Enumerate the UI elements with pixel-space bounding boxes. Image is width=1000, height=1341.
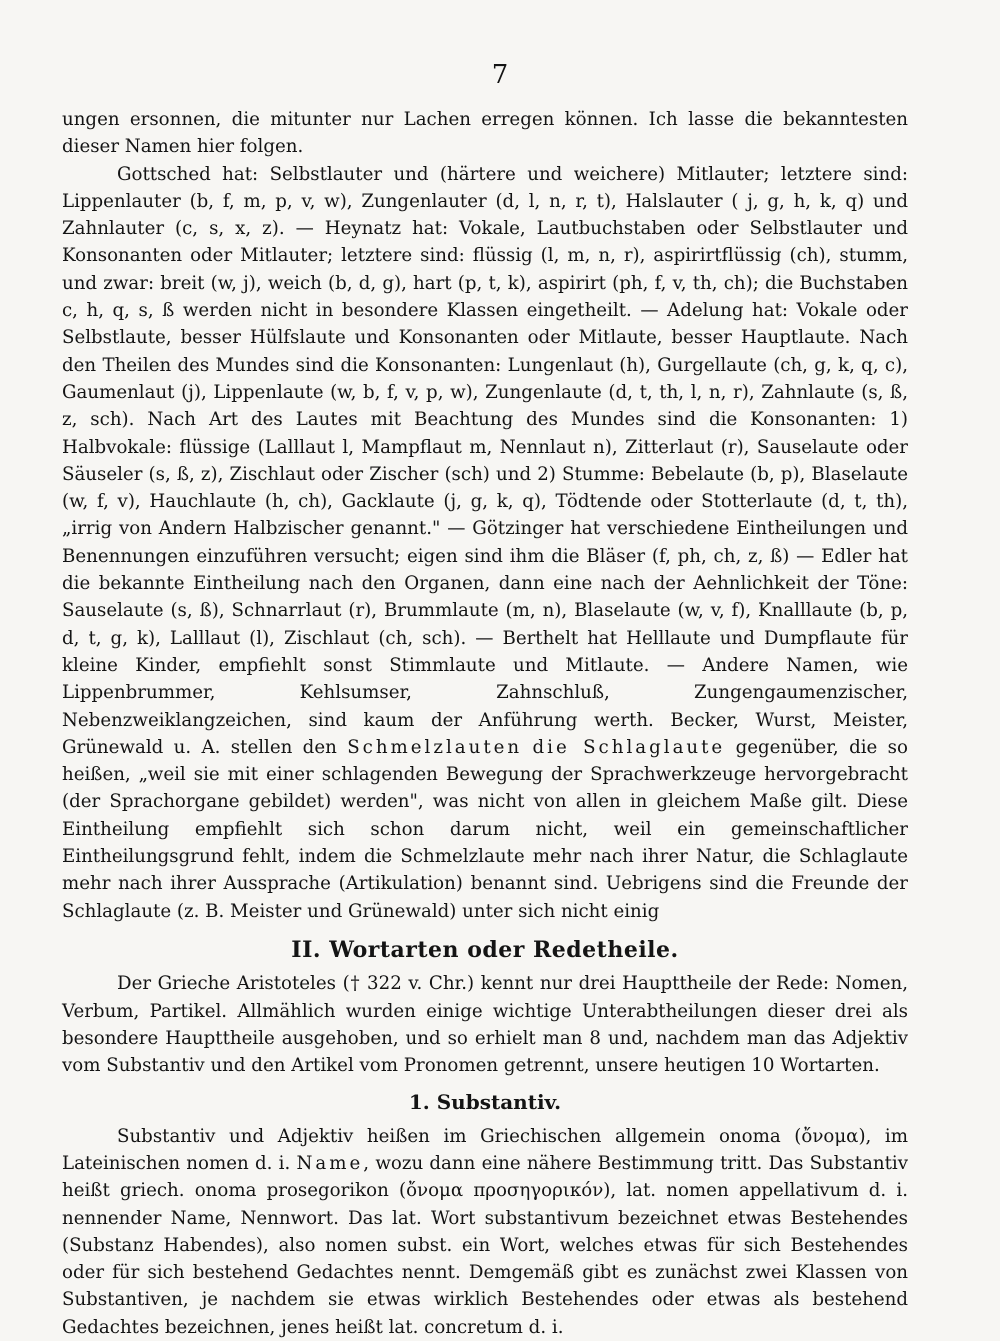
paragraph-text-end: gegenüber, die so heißen, „weil sie mit einer schlagenden Bewegung der Sprachwerkzeuge hervorgebracht (der Sprachorgane gebildet) werden", was nicht von allen in gleichem Maße gilt. Diese Eintheilung empfiehlt sich schon darum nicht, weil ein gemeinschaftlicher Eintheilungsgrund fehlt, indem die Schmelzlaute mehr nach ihrer Natur, die Schlaglaute mehr nach ihrer Aussprache (Artikulation) benannt sind. Uebrigens sind die Freunde der Schlaglaute (z. B. Meister und Grünewald) unter sich nicht einig xyxy=(62,736,908,922)
paragraph-parts-of-speech: Der Grieche Aristoteles († 322 v. Chr.) kennt nur drei Haupttheile der Rede: Nomen, Verbum, Partikel. Allmählich wurden einige wichtige Unterabtheilungen dieser drei als besondere Haupttheile ausgehoben, und so erhielt man 8 und, nachdem man das Adjektiv vom Substantiv und den Artikel vom Pronomen getrennt, unsere heutigen 10 Wortarten. xyxy=(62,973,908,1077)
emphasis-schmelzlauten: Schmelzlauten xyxy=(347,736,523,758)
substantiv-text-a: Substantiv und Adjektiv heißen im Griechischen allgemein onoma (ὄνομα), im Lateinischen nomen d. i. xyxy=(62,1125,908,1174)
page-number: 7 xyxy=(491,60,509,90)
substantiv-text-b: , wozu dann eine nähere Bestimmung tritt. Das Substantiv heißt griech. onoma prosegorikon (ὄνομα προσηγορικόν), lat. nomen appellativum d. i. nennender Name, Nennwort. Das lat. Wort substantivum bezeichnet etwas Bestehendes (Substanz Habendes), also nomen subst. ein Wort, welches etwas für sich Bestehendes oder für sich bestehend Gedachtes nennt. Demgemäß gibt es zunächst zwei Klassen von Substantiven, je nachdem sie etwas wirklich Bestehendes oder etwas als bestehend Gedachtes bezeichnen, jenes heißt lat. concretum d. i. xyxy=(62,1152,908,1338)
paragraph-substantiv xyxy=(62,1123,908,1341)
emphasis-name: Name xyxy=(296,1152,364,1174)
page-body xyxy=(62,106,908,1341)
paragraph-consonant-classes xyxy=(62,161,908,925)
section-heading: II. Wortarten oder Redetheile. xyxy=(291,936,679,963)
subsection-heading: 1. Substantiv. xyxy=(408,1090,562,1115)
emphasis-schlaglaute: die Schlaglaute xyxy=(532,736,726,758)
paragraph-continuation: ungen ersonnen, die mitunter nur Lachen erregen können. Ich lasse die bekanntesten dieser Namen hier folgen. xyxy=(62,109,908,158)
paragraph-text: Gottsched hat: Selbstlauter und (härtere und weichere) Mitlauter; letztere sind: Lippenlauter (b, f, m, p, v, w), Zungenlauter (d, l, n, r, t), Halslauter ( j, g, h, k, q) und Zahnlauter (c, s, x, z). — Heynatz hat: Vokale, Lautbuchstaben oder Selbstlauter und Konsonanten oder Mitlauter; letztere sind: flüssig (l, m, n, r), aspirirtflüssig (ch), stumm, und zwar: breit (w, j), weich (b, d, g), hart (p, t, k), aspirirt (ph, f, v, th, ch); die Buchstaben c, h, q, s, ß werden nicht in besondere Klassen eingetheilt. — Adelung hat: Vokale oder Selbstlaute, besser Hülfslaute und Konsonanten oder Mitlaute, besser Hauptlaute. Nach den Theilen des Mundes sind die Konsonanten: Lungenlaut (h), Gurgellaute (ch, g, k, q, c), Gaumenlaut (j), Lippenlaute (w, b, f, v, p, w), Zungenlaute (d, t, th, l, n, r), Zahnlaute (s, ß, z, sch). Nach Art des Lautes mit Beachtung des Mundes sind die Konsonanten: 1) Halbvokale: flüssige (Lalllaut l, Mampflaut m, Nennlaut n), Zitterlaut (r), Sauselaute oder Säuseler (s, ß, z), Zischlaut oder Zischer (sch) und 2) Stumme: Bebelaute (b, p), Blaselaute (w, f, v), Hauchlaute (h, ch), Gacklaute (j, g, k, q), Tödtende oder Stotterlaute (d, t, th), „irrig von Andern Halbzischer genannt." — Götzinger hat verschiedene Eintheilungen und Benennungen einzuführen versucht; eigen sind ihm die Bläser (f, ph, ch, z, ß) — Edler hat die bekannte Eintheilung nach den Organen, dann eine nach der Aehnlichkeit der Töne: Sauselaute (s, ß), Schnarrlaut (r), Brummlaute (m, n), Blaselaute (w, v, f), Knalllaute (b, p, d, t, g, k), Lalllaut (l), Zischlaut (ch, sch). — Berthelt hat Helllaute und Dumpflaute für kleine Kinder, empfiehlt sonst Stimmlaute und Mitlaute. — Andere Namen, wie Lippenbrummer, Kehlsumser, Zahnschluß, Zungengaumenzischer, Nebenzweiklangzeichen, sind kaum der Anführung werth. Becker, Wurst, Meister, Grünewald u. A. stellen den xyxy=(62,163,908,758)
